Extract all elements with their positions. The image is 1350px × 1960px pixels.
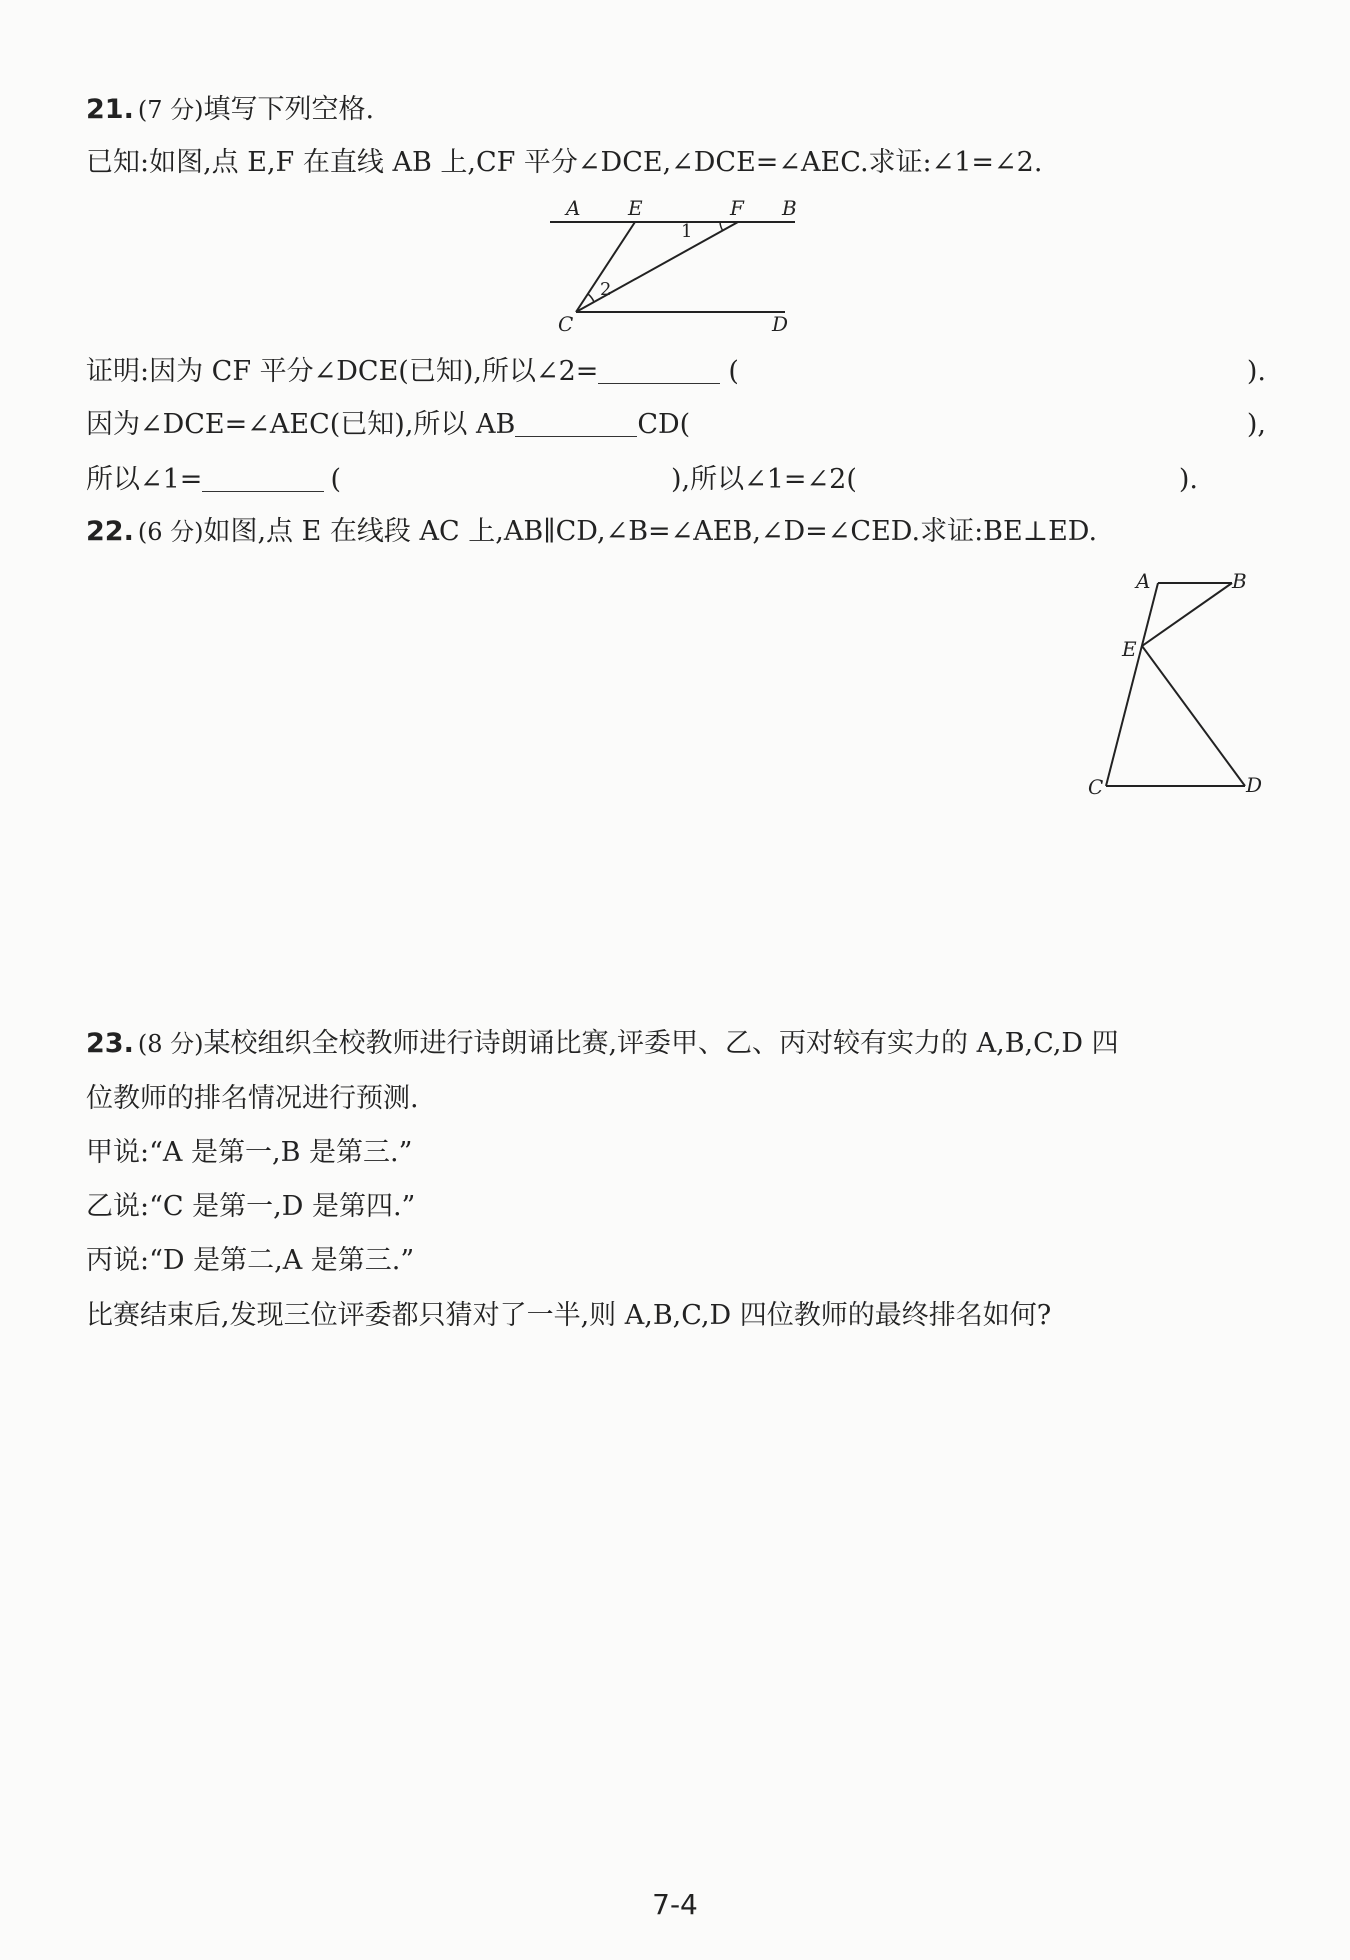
q23-question: 比赛结束后,发现三位评委都只猜对了一半,则 A,B,C,D 四位教师的最终排名如何? (86, 1300, 1052, 1331)
q21-label-d: D (772, 312, 789, 336)
q21-proof-line3 (86, 460, 1266, 500)
q23-jia: 甲说:“A 是第一,B 是第三.” (86, 1137, 413, 1168)
q21-label-c: C (558, 312, 574, 336)
q21-blank-3[interactable] (202, 461, 324, 492)
q21-proof1-text: 证明:因为 CF 平分∠DCE(已知),所以∠2= (86, 356, 599, 387)
q21-blank-1[interactable] (598, 353, 720, 384)
q21-label-e: E (628, 196, 643, 220)
q21-title: 填写下列空格. (203, 94, 375, 125)
q21-angle2-arc (588, 294, 594, 302)
q21-label-f: F (730, 196, 744, 220)
q21-number: 21. (86, 94, 134, 125)
q22-points: (6 分) (137, 518, 204, 546)
q21-proof3-mid: ),所以∠1=∠2( (670, 464, 857, 495)
q22-line-ed (1142, 646, 1245, 786)
q21-proof3-text: 所以∠1= (86, 464, 203, 495)
q22-label-c: C (1088, 775, 1104, 799)
q21-proof3-open-paren: ( (330, 464, 341, 495)
q21-given: 已知:如图,点 E,F 在直线 AB 上,CF 平分∠DCE,∠DCE=∠AEC.求证:∠1=∠2. (86, 147, 1043, 178)
q21-points: (7 分) (137, 96, 204, 124)
q22-line-ac (1106, 583, 1158, 786)
q21-proof1-open-paren: ( (728, 356, 739, 387)
q22-label-d: D (1246, 773, 1263, 797)
q21-label-angle2: 2 (600, 279, 612, 300)
q23-line2: 位教师的排名情况进行预测. (86, 1083, 419, 1114)
q21-proof2-text: 因为∠DCE=∠AEC(已知),所以 AB (86, 409, 516, 440)
q23-yi: 乙说:“C 是第一,D 是第四.” (86, 1191, 416, 1222)
q21-label-a: A (566, 196, 581, 220)
q21-proof1-close-paren: ). (1246, 356, 1266, 387)
q21-proof-line2 (86, 405, 1266, 445)
page-number: 7-4 (652, 1888, 698, 1921)
q21-header (86, 90, 1266, 130)
q21-figure (540, 195, 820, 340)
q22-header (86, 512, 1266, 552)
q21-label-angle1: 1 (681, 221, 693, 242)
q23-bing: 丙说:“D 是第二,A 是第三.” (86, 1245, 415, 1276)
q21-proof3-close-paren: ). (1178, 464, 1198, 495)
q21-proof2-mid: CD( (637, 409, 691, 440)
q23-header (86, 1024, 1266, 1064)
q21-angle1-arc (720, 222, 723, 231)
q22-text: 如图,点 E 在线段 AC 上,AB∥CD,∠B=∠AEB,∠D=∠CED.求证:BE⊥ED. (203, 516, 1098, 547)
q21-proof2-close-paren: ), (1246, 409, 1266, 440)
q23-number: 23. (86, 1028, 134, 1059)
q22-figure (1080, 568, 1280, 808)
q21-label-b: B (782, 196, 797, 220)
q21-proof-line1 (86, 352, 1266, 392)
q22-label-b: B (1232, 569, 1247, 593)
q23-line1: 某校组织全校教师进行诗朗诵比赛,评委甲、乙、丙对较有实力的 A,B,C,D 四 (203, 1028, 1119, 1059)
q21-blank-2[interactable] (515, 406, 637, 437)
q22-number: 22. (86, 516, 134, 547)
q22-label-e: E (1122, 637, 1137, 661)
q23-points: (8 分) (137, 1030, 204, 1058)
q22-label-a: A (1136, 569, 1151, 593)
